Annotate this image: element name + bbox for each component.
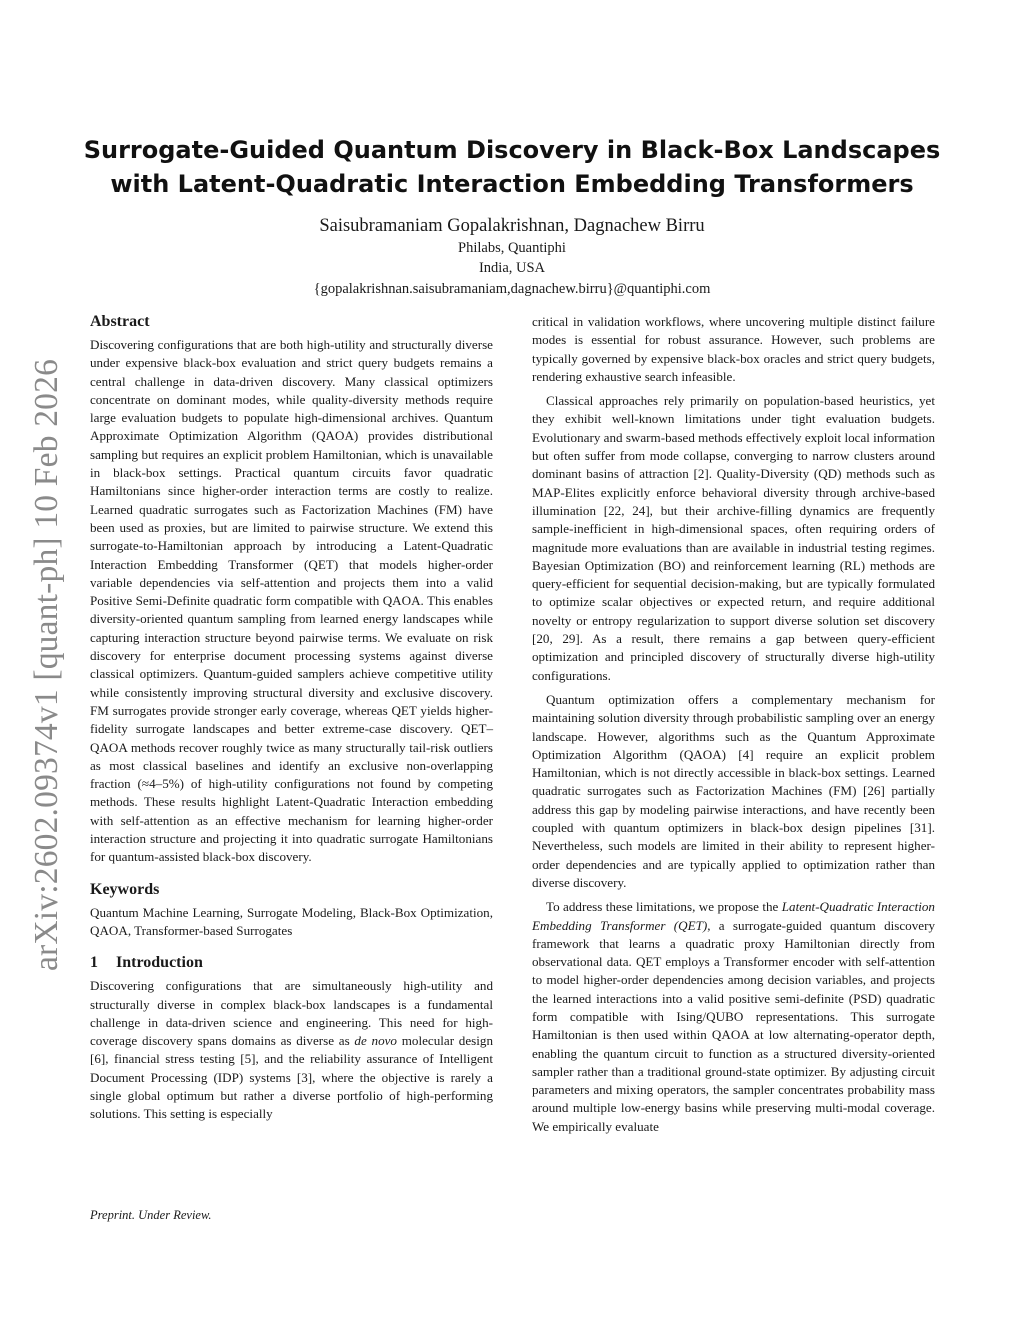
arxiv-identifier: arXiv:2602.09374v1 [quant-ph] 10 Feb 2026 (28, 358, 65, 972)
section-number: 1 (90, 954, 98, 972)
keywords-heading: Keywords (90, 880, 160, 898)
intro-p4-text-a: To address these limitations, we propose the (546, 899, 782, 915)
abstract-text: Discovering configurations that are both high-utility and structurally diverse under expensive black-box evaluation and strict query budgets remains a central challenge in data-driven discovery. Many classical optimizers concentrate on dominant modes, while quality-diversity methods require large evaluation budgets to populate high-dimensional archives. Quantum Approximate Optimization Algorithm (QAOA) provides distributional sampling but requires an explicit problem Hamiltonian, which is unavailable in black-box settings. Practical quantum circuits favor quadratic Hamiltonians since higher-order interaction terms are costly to realize. Learned quadratic surrogates such as Factorization Machines (FM) have been used as proxies, but are limited to pairwise structure. We extend this surrogate-to-Hamiltonian approach by introducing a Latent-Quadratic Interaction Embedding Transformer (QET) that models higher-order variable dependencies via self-attention and projects them into a valid Positive Semi-Definite quadratic form compatible with QAOA. This enables diversity-oriented quantum sampling from learned energy landscapes while capturing interaction structure beyond pairwise terms. We evaluate on risk discovery for enterprise document processing systems against diverse classical optimizers. Quantum-guided samplers achieve competitive utility while consistently improving structural diversity and exclusive discovery. FM surrogates provide stronger early coverage, whereas QET yields higher-fidelity surrogate landscapes and better extreme-case discovery. QET–QAOA methods recover roughly twice as many structurally tail-risk outliers as most classical baselines and identify an exclusive non-overlapping fraction (≈4–5%) of high-utility configurations not found by competing methods. These results highlight Latent-Quadratic Interaction embedding with self-attention as an effective mechanism for learning higher-order interaction structure and projecting it into quadratic surrogate Hamiltonians for quantum-assisted black-box discovery. (90, 337, 493, 865)
intro-p1-emphasis: de novo (354, 1033, 397, 1049)
abstract-heading: Abstract (90, 313, 150, 330)
intro-p4-emphasis: Latent-Quadratic Interaction Embedding Transformer (QET) (532, 899, 935, 933)
intro-p1-text-b: molecular design [6], financial stress testing [5], and the reliability assurance of Intelligent Document Processing (IDP) systems [3], where the objective is rarely a single global optimum but rather a diverse portfolio of high-performing solutions. This setting is especially (90, 1033, 493, 1122)
author-email: {gopalakrishnan.saisubramaniam,dagnachew.birru}@quantiphi.com (313, 281, 711, 297)
preprint-footer: Preprint. Under Review. (90, 1208, 212, 1222)
author-list: Saisubramaniam Gopalakrishnan, Dagnachew Birru (319, 216, 705, 236)
intro-paragraph-1-continued: critical in validation workflows, where uncovering multiple distinct failure modes is essential for robust assurance. However, such problems are typically governed by expensive black-box oracles and strict query budgets, rendering exhaustive search infeasible. (532, 314, 935, 384)
intro-p4-text-b: , a surrogate-guided quantum discovery framework that learns a quadratic proxy Hamiltonian directly from observational data. QET employs a Transformer encoder with self-attention to model higher-order dependencies among decision variables, and projects the learned interactions into a valid positive semi-definite (PSD) quadratic form compatible with Ising/QUBO representations. This surrogate Hamiltonian is then used within QAOA at low alternating-operator depth, enabling the quantum circuit to function as a structured diversity-oriented sampler rather than a traditional ground-state optimizer. By adjusting circuit parameters and mixing operators, the sampler concentrates probability mass around multiple low-energy basins while preserving multi-modal coverage. We empirically evaluate (532, 917, 935, 1134)
section-title: Introduction (116, 954, 203, 972)
affiliation-org: Philabs, Quantiphi (458, 240, 566, 256)
affiliation-location: India, USA (478, 260, 546, 276)
intro-p1-text-a: Discovering configurations that are simultaneously high-utility and structurally diverse in complex black-box landscapes is a fundamental challenge in data-driven science and engineering. This need for high-coverage discovery spans domains as diverse as (90, 978, 493, 1049)
arxiv-sidebar-stamp (22, 350, 72, 980)
right-column (532, 313, 935, 1136)
intro-paragraph-4 (532, 898, 935, 1136)
intro-paragraph-1 (90, 977, 493, 1123)
introduction-heading (90, 953, 493, 973)
intro-paragraph-3: Quantum optimization offers a complementary mechanism for maintaining solution diversity through probabilistic sampling over an energy landscape. However, algorithms such as the Quantum Approximate Optimization Algorithm (QAOA) [4] require an explicit problem Hamiltonian, which is not directly accessible in black-box settings. Learned quadratic surrogates such as Factorization Machines (FM) [26] partially address this gap by modeling pairwise interactions, and have recently been coupled with quantum optimizers in black-box design pipelines [31]. Nevertheless, such models are limited in their ability to represent higher-order dependencies and are typically applied to optimization rather than diverse discovery. (532, 691, 935, 890)
paper-title (60, 133, 964, 201)
intro-paragraph-2: Classical approaches rely primarily on population-based heuristics, yet they exhibit well-known limitations under tight evaluation budgets. Evolutionary and swarm-based methods effectively exploit local information but often suffer from mode collapse, converging to narrow clusters around dominant basins of attraction [2]. Quality-Diversity (QD) methods such as MAP-Elites explicitly enforce behavioral diversity through archive-based illumination [22, 24], but their archive-filling dynamics are frequently sample-inefficient in high-dimensional spaces, often requiring orders of magnitude more evaluations than are available in industrial testing regimes. Bayesian Optimization (BO) and reinforcement learning (RL) methods are query-efficient for sequential decision-making, but are typically formulated to optimize scalar objectives or expected return, and require additional novelty or entropy regularization to support diverse solution set discovery [20, 29]. As a result, there remains a gap between query-efficient optimization and principled discovery of structurally diverse high-utility configurations. (532, 393, 936, 683)
title-line-2: with Latent-Quadratic Interaction Embedding Transformers (110, 170, 914, 198)
keywords-text: Quantum Machine Learning, Surrogate Modeling, Black-Box Optimization, QAOA, Transformer-based Surrogates (90, 904, 493, 938)
title-line-1: Surrogate-Guided Quantum Discovery in Black-Box Landscapes (83, 136, 941, 164)
left-column (90, 312, 493, 1124)
